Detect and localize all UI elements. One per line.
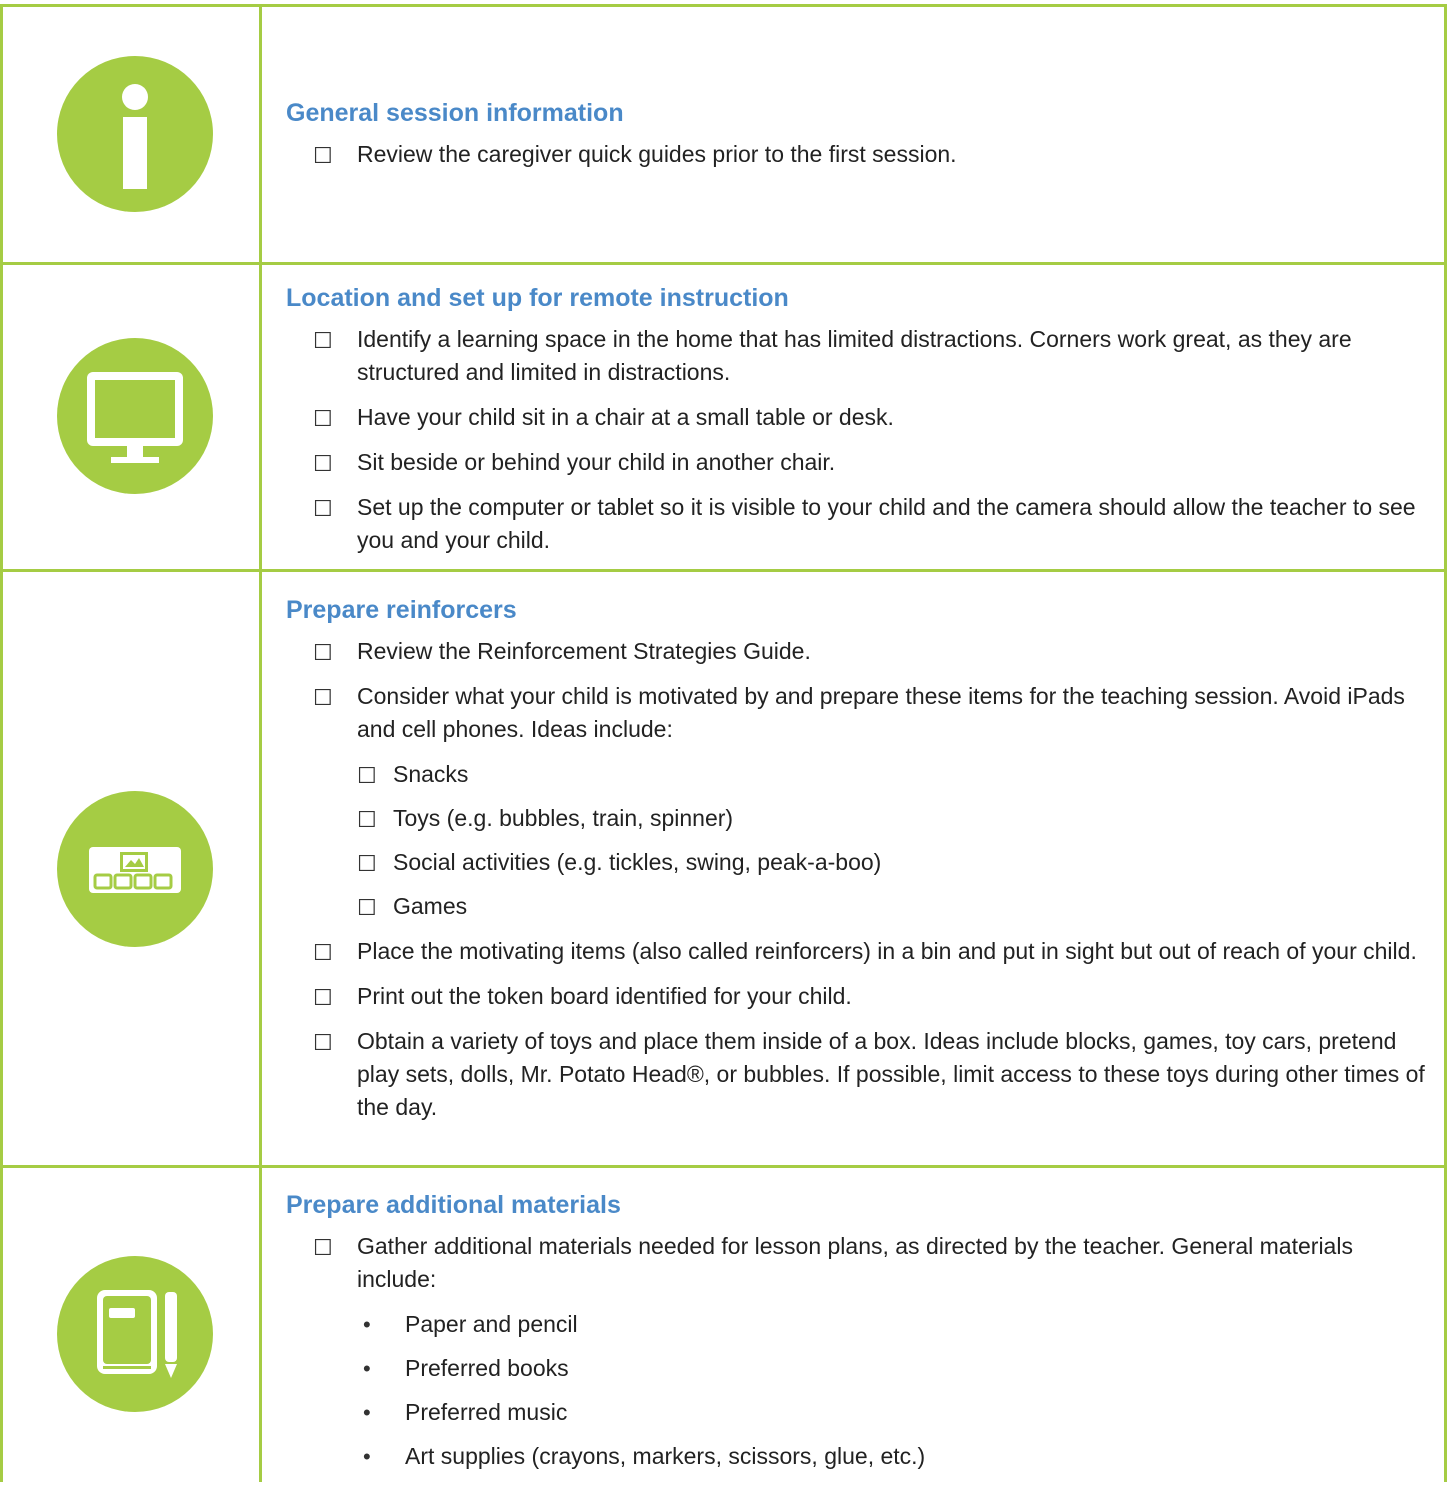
checkbox-icon[interactable]: ☐	[313, 1030, 333, 1055]
checkbox-icon[interactable]: ☐	[313, 451, 333, 476]
checkbox-icon[interactable]: ☐	[313, 143, 333, 168]
checkbox-icon[interactable]: ☐	[313, 496, 333, 521]
checkbox-icon[interactable]: ☐	[313, 640, 333, 665]
bullet-item-text: Preferred music	[405, 1399, 568, 1425]
sub-item-text: Games	[393, 893, 468, 919]
checkbox-icon[interactable]: ☐	[357, 895, 377, 920]
checklist-item-text: Review the Reinforcement Strategies Guide.	[357, 638, 811, 664]
checklist-item	[286, 935, 1426, 968]
section-location-setup	[286, 282, 1426, 569]
section-title: Location and set up for remote instruction	[286, 284, 789, 312]
bullet-icon: •	[363, 1356, 371, 1381]
checklist-item	[286, 323, 1426, 389]
bullet-icon: •	[363, 1444, 371, 1469]
section-prepare-additional-materials	[286, 1189, 1426, 1485]
checklist-item-text: Consider what your child is motivated by and prepare these items for the teaching session. Avoid iPads and cell phones. Ideas include:	[357, 683, 1405, 742]
checklist-item-text: Identify a learning space in the home that has limited distractions. Corners work great, as they are structured and limited in distractions.	[357, 326, 1352, 385]
checkbox-icon[interactable]: ☐	[357, 807, 377, 832]
checklist-item	[286, 138, 1426, 171]
checklist-item-text: Have your child sit in a chair at a small table or desk.	[357, 404, 894, 430]
bullet-item	[357, 1308, 1426, 1341]
sub-item-text: Social activities (e.g. tickles, swing, peak-a-boo)	[393, 849, 882, 875]
bullet-item	[357, 1352, 1426, 1385]
token-board-icon	[57, 791, 213, 947]
bullet-item-text: Preferred books	[405, 1355, 569, 1381]
checkbox-icon[interactable]: ☐	[313, 1235, 333, 1260]
sub-checklist-item	[357, 890, 1426, 923]
table-left-border	[0, 4, 3, 1482]
checklist-item	[286, 1230, 1426, 1473]
checklist-item	[286, 491, 1426, 557]
sub-item-text: Toys (e.g. bubbles, train, spinner)	[393, 805, 734, 831]
checklist-item	[286, 1025, 1426, 1124]
checklist-item-text: Obtain a variety of toys and place them inside of a box. Ideas include blocks, games, toy cars, pretend play sets, dolls, Mr. Potato Head®, or bubbles. If possible, limit access to these toys during other times of the day.	[357, 1028, 1425, 1120]
bullet-icon: •	[363, 1400, 371, 1425]
table-top-border	[0, 4, 1447, 7]
bullet-icon: •	[363, 1312, 371, 1337]
checklist-item	[286, 446, 1426, 479]
column-divider	[259, 4, 262, 1482]
checklist-item	[286, 680, 1426, 923]
sub-checklist-item	[357, 846, 1426, 879]
row-divider	[0, 569, 1447, 572]
checklist-item-text: Place the motivating items (also called reinforcers) in a bin and put in sight but out of reach of your child.	[357, 938, 1417, 964]
sub-checklist-item	[357, 758, 1426, 791]
row-divider	[0, 262, 1447, 265]
bullet-item	[357, 1396, 1426, 1429]
checklist-item	[286, 635, 1426, 668]
bullet-item-text: Art supplies (crayons, markers, scissors, glue, etc.)	[405, 1443, 926, 1469]
checkbox-icon[interactable]: ☐	[313, 685, 333, 710]
sub-checklist-item	[357, 802, 1426, 835]
section-title: General session information	[286, 99, 624, 127]
info-icon	[57, 56, 213, 212]
checklist-item	[286, 401, 1426, 434]
checkbox-icon[interactable]: ☐	[357, 851, 377, 876]
checklist-item-text: Gather additional materials needed for lesson plans, as directed by the teacher. General materials include:	[357, 1233, 1353, 1292]
bullet-item	[357, 1440, 1426, 1473]
sub-item-text: Snacks	[393, 761, 469, 787]
checklist-item-text: Sit beside or behind your child in another chair.	[357, 449, 836, 475]
section-title: Prepare reinforcers	[286, 596, 517, 624]
checklist-item-text: Review the caregiver quick guides prior to the first session.	[357, 141, 957, 167]
bullet-item-text: Paper and pencil	[405, 1311, 578, 1337]
checkbox-icon[interactable]: ☐	[313, 940, 333, 965]
checkbox-icon[interactable]: ☐	[313, 328, 333, 353]
checklist-item-text: Set up the computer or tablet so it is visible to your child and the camera should allow the teacher to see you and your child.	[357, 494, 1416, 553]
section-general-session-info	[286, 97, 1426, 183]
monitor-icon	[57, 338, 213, 494]
row-divider	[0, 1165, 1447, 1168]
checkbox-icon[interactable]: ☐	[313, 406, 333, 431]
checkbox-icon[interactable]: ☐	[357, 763, 377, 788]
notebook-pencil-icon	[57, 1256, 213, 1412]
checklist-item	[286, 980, 1426, 1013]
checkbox-icon[interactable]: ☐	[313, 985, 333, 1010]
section-title: Prepare additional materials	[286, 1191, 621, 1219]
checklist-item-text: Print out the token board identified for your child.	[357, 983, 852, 1009]
section-prepare-reinforcers	[286, 594, 1426, 1136]
